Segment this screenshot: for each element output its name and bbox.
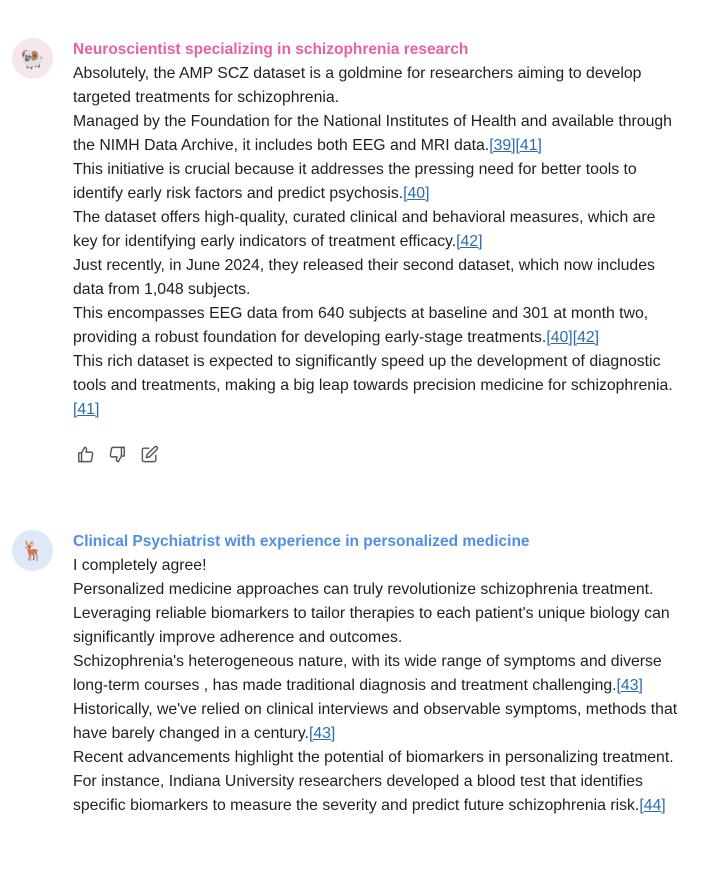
citation-link[interactable]: [39] [489, 137, 516, 154]
citation-link[interactable]: [43] [308, 725, 336, 742]
thumbs-up-icon [76, 445, 95, 464]
paragraph-text: I completely agree! [73, 557, 207, 574]
citation-link[interactable]: [40] [546, 329, 573, 346]
paragraph-text: Leveraging reliable biomarkers to tailor therapies to each patient's unique biology can significantly improve adherence and outcomes. [73, 605, 670, 646]
message-paragraph [73, 110, 683, 158]
message-paragraph [73, 578, 683, 602]
deer-icon: 🦌 [12, 530, 53, 571]
paragraph-text: This rich dataset is expected to significantly speed up the development of diagnostic tools and treatments, making a big leap towards precision medicine for schizophrenia. [73, 353, 673, 394]
citation-link[interactable]: [41] [515, 137, 542, 154]
paragraph-text: Personalized medicine approaches can truly revolutionize schizophrenia treatment. [73, 581, 654, 598]
paragraph-text: The dataset offers high-quality, curated clinical and behavioral measures, which are key for identifying early indicators of treatment efficacy. [73, 209, 656, 250]
paragraph-text: Just recently, in June 2024, they released their second dataset, which now includes data from 1,048 subjects. [73, 257, 655, 298]
message-paragraph [73, 302, 683, 350]
citation-link[interactable]: [44] [639, 797, 666, 814]
message-actions [75, 444, 683, 464]
paragraph-text: This initiative is crucial because it addresses the pressing need for better tools to identify early risk factors and predict psychosis. [73, 161, 637, 202]
citation-link[interactable]: [42] [572, 329, 600, 346]
message-paragraph [73, 554, 683, 578]
message-paragraph [73, 746, 683, 770]
message-paragraph [73, 698, 683, 746]
edit-icon [140, 445, 159, 464]
message-paragraph [73, 602, 683, 650]
paragraph-text: For instance, Indiana University researchers developed a blood test that identifies specific biomarkers to measure the severity and predict future schizophrenia risk. [73, 773, 643, 814]
citation-link[interactable]: [42] [456, 233, 483, 250]
message-content [73, 38, 683, 464]
message-paragraph [73, 206, 683, 254]
paragraph-text: Absolutely, the AMP SCZ dataset is a goldmine for researchers aiming to develop targeted treatments for schizophrenia. [73, 65, 642, 106]
author-name: Clinical Psychiatrist with experience in personalized medicine [73, 533, 530, 550]
thumbs-down-icon [108, 445, 127, 464]
message-paragraph [73, 254, 683, 302]
citation-link[interactable]: [43] [616, 677, 643, 694]
paragraph-text: This encompasses EEG data from 640 subjects at baseline and 301 at month two, providing a robust foundation for developing early-stage treatments. [73, 305, 649, 346]
paragraph-text: Schizophrenia's heterogeneous nature, with its wide range of symptoms and diverse long-term courses , has made traditional diagnosis and treatment challenging. [73, 653, 662, 694]
paragraph-text: Historically, we've relied on clinical interviews and observable symptoms, methods that have barely changed in a century. [73, 701, 678, 742]
edit-button[interactable] [139, 444, 159, 464]
message-paragraph [73, 770, 683, 818]
thumbs-up-button[interactable] [75, 444, 95, 464]
message-paragraph [73, 650, 683, 698]
author-name: Neuroscientist specializing in schizophrenia research [73, 41, 469, 58]
paragraph-text: Managed by the Foundation for the National Institutes of Health and available through the NIMH Data Archive, it includes both EEG and MRI data. [73, 113, 672, 154]
citation-link[interactable]: [40] [403, 185, 430, 202]
message-paragraph [73, 350, 683, 422]
citation-link[interactable]: [41] [73, 401, 100, 418]
message-paragraph [73, 62, 683, 110]
ram-icon: 🐏 [12, 38, 53, 79]
message-content [73, 530, 683, 818]
thumbs-down-button[interactable] [107, 444, 127, 464]
message-paragraph [73, 158, 683, 206]
paragraph-text: Recent advancements highlight the potential of biomarkers in personalizing treatment. [73, 749, 674, 766]
